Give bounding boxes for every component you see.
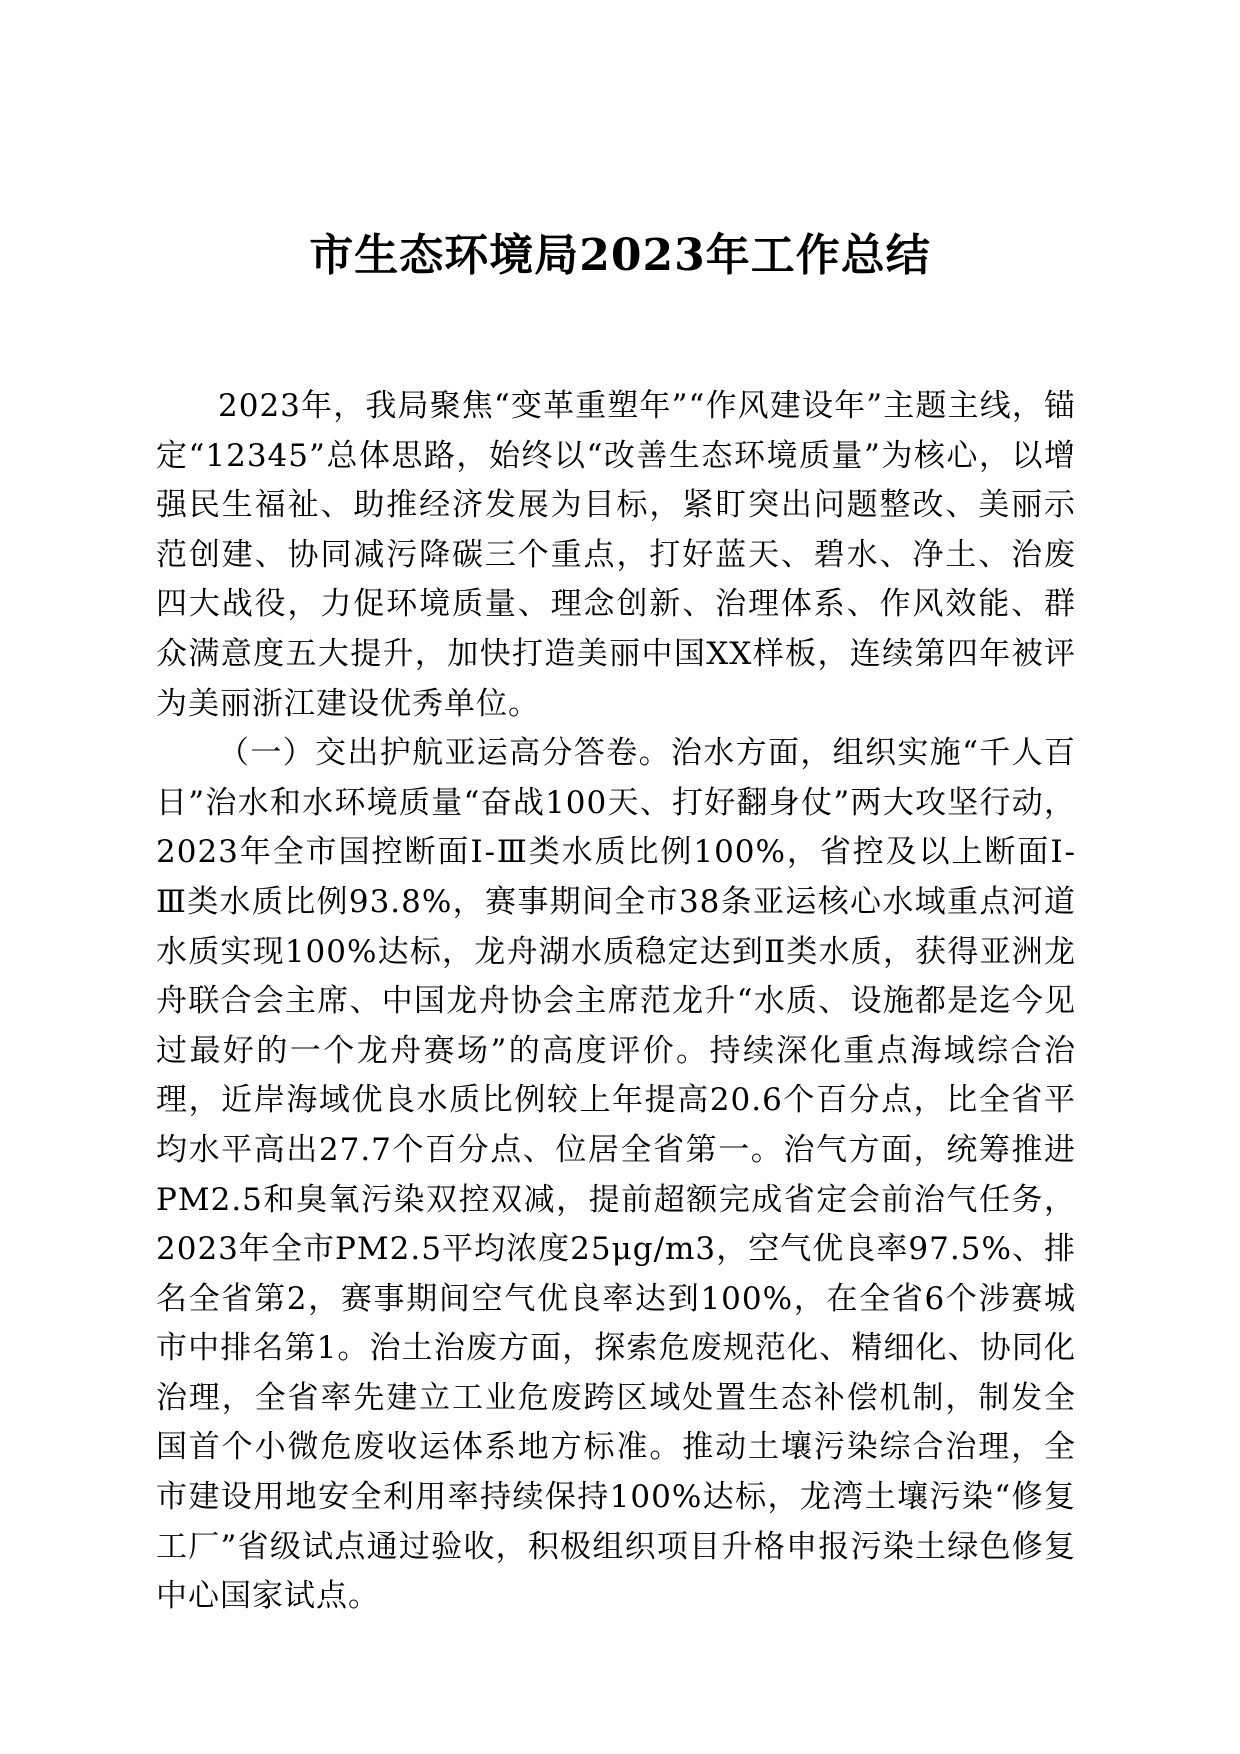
intro-paragraph: 2023年，我局聚焦“变革重塑年”“作风建设年”主题主线，锚定“12345”总体思路，始终以“改善生态环境质量”为核心，以增强民生福祉、助推经济发展为目标，紧盯突出问题整改、美丽示范创建、协同减污降碳三个重点，打好蓝天、碧水、净土、治废四大战役，力促环境质量、理念创新、治理体系、作风效能、群众满意度五大提升，加快打造美丽中国XX样板，连续第四年被评为美丽浙江建设优秀单位。: [156, 388, 1076, 722]
section-one-paragraph: （一）交出护航亚运高分答卷。治水方面，组织实施“千人百日”治水和水环境质量“奋战100天、打好翻身仗”两大攻坚行动，2023年全市国控断面Ⅰ-Ⅲ类水质比例100%，省控及以上断面Ⅰ-Ⅲ类水质比例93.8%，赛事期间全市38条亚运核心水域重点河道水质实现100%达标，龙舟湖水质稳定达到Ⅱ类水质，获得亚洲龙舟联合会主席、中国龙舟协会主席范龙升“水质、设施都是迄今见过最好的一个龙舟赛场”的高度评价。持续深化重点海域综合治理，近岸海域优良水质比例较上年提高20.6个百分点，比全省平均水平高出27.7个百分点、位居全省第一。治气方面，统筹推进PM2.5和臭氧污染双控双减，提前超额完成省定会前治气任务，2023年全市PM2.5平均浓度25μg/m3，空气优良率97.5%、排名全省第2，赛事期间空气优良率达到100%，在全省6个涉赛城市中排名第1。治土治废方面，探索危废规范化、精细化、协同化治理，全省率先建立工业危废跨区域处置生态补偿机制，制发全国首个小微危废收运体系地方标准。推动土壤污染综合治理，全市建设用地安全利用率持续保持100%达标，龙湾土壤污染“修复工厂”省级试点通过验收，积极组织项目升格申报污染土绿色修复中心国家试点。: [156, 735, 1076, 1615]
document-title: 市生态环境局2023年工作总结: [309, 230, 931, 281]
document-body: [156, 382, 1076, 1622]
